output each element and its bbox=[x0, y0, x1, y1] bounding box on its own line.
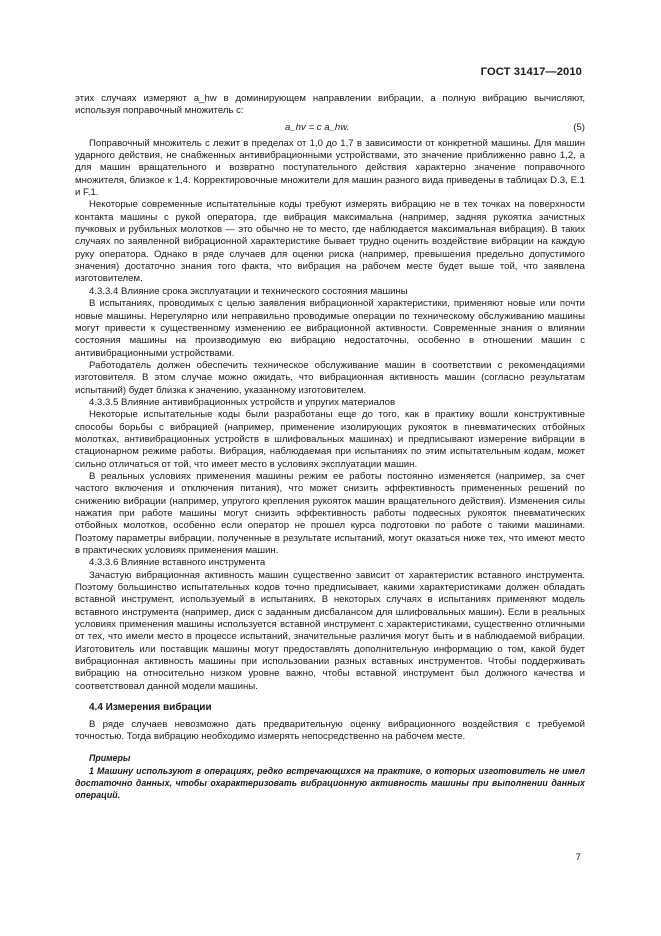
heading-4-4: 4.4 Измерения вибрации bbox=[89, 702, 212, 714]
heading-4-3-3-5: 4.3.3.5 Влияние антивибрационных устройств и упругих материалов bbox=[89, 396, 396, 408]
example-1: 1 Машину используют в операциях, редко встречающихся на практике, о которых изготовитель не имел достаточно данных, чтобы охарактеризовать вибрационную активность машины при выполнении данных операций. bbox=[75, 765, 585, 801]
standard-number: ГОСТ 31417—2010 bbox=[480, 66, 582, 78]
examples-heading: Примеры bbox=[89, 753, 131, 764]
paragraph-test-codes: Некоторые современные испытательные коды требуют измерять вибрацию не в тех точках на поверхности контакта машины с рукой оператора, где вибрация максимальна (например, задняя рукоятка зачистных пучковых и рубильных молотков — это обычно не то место, где наблюдается максимальная вибрация). В таких случаях по заявленной вибрационной характеристике бывает трудно оценить воздействие вибрации на каждую руку оператора. Однако в ряде случаев для оценки риска (например, превышения предельно допустимого значения) достаточно знания того факта, что вибрация на рабочем месте будет выше той, что заявлена изготовителем. bbox=[75, 199, 585, 285]
paragraph-inserted-tool: Зачастую вибрационная активность машин существенно зависит от характеристик вставного инструмента. Поэтому большинство испытательных кодов точно предписывает, какими характеристиками должен обладать вставной инструмент, используемый в испытаниях. В некоторых случаях в испытаниях применяют модель вставного инструмента (например, диск с заданным дисбалансом для шлифовальных машин). Если в реальных условиях применения машины используется вставной инструмент с характеристиками, существенно отличными от тех, что имели место в процессе испытаний, значительные различия могут быть и в наблюдаемой вибрации. Изготовитель или поставщик машины могут предоставлять дополнительную информацию о том, какой будет вибрационная активность машины при использовании разных вставных инструментов. Чтобы поддерживать вибрацию на относительно низком уровне важно, чтобы вставной инструмент был должного качества и соответствовал данной модели машины. bbox=[75, 569, 585, 692]
paragraph-new-machines: В испытаниях, проводимых с целью заявления вибрационной характеристики, применяют новые или почти новые машины. Нерегулярно или неправильно проводимые операции по техническому обслуживанию машины могут привести к существенному изменению ее вибрационной активности. Современные знания о влиянии состояния машины на производимую ею вибрацию недостаточны, особенно в отношении машин с антивибрационными устройствами. bbox=[75, 298, 585, 359]
paragraph-antivibration: Некоторые испытательные коды были разработаны еще до того, как в практику вошли конструктивные способы борьбы с вибрацией (например, применение изолирующих рукояток в пневматических отбойных молотках, антивибрационных устройств в шлифовальных машинах) и предписывают измерение вибрации в стационарном режиме работы. Вибрация, наблюдаемая при испытаниях по этим испытательным кодам, может сильно отличаться от той, что имеет место в условиях эксплуатации машин. bbox=[75, 409, 585, 470]
document-body bbox=[75, 93, 585, 801]
paragraph-maintenance: Работодатель должен обеспечить техническое обслуживание машин в соответствии с рекомендациями изготовителя. В этом случае можно ожидать, что вибрационная активность машин (согласно результатам испытаний) будет близка к значению, указанному изготовителем. bbox=[75, 359, 585, 396]
formula-number: (5) bbox=[573, 121, 585, 133]
paragraph-intro: этих случаях измеряют a_hw в доминирующем направлении вибрации, а полную вибрацию вычисляют, используя поправочный множитель c: bbox=[75, 93, 585, 117]
page-number: 7 bbox=[575, 852, 581, 863]
formula-expression: a_hv = c a_hw. bbox=[285, 121, 350, 133]
paragraph-measurement: В ряде случаев невозможно дать предварительную оценку вибрационного воздействия с требуемой точностью. Тогда вибрацию необходимо измерять непосредственно на рабочем месте. bbox=[75, 718, 585, 742]
heading-4-3-3-4: 4.3.3.4 Влияние срока эксплуатации и технического состояния машины bbox=[89, 285, 408, 297]
formula-5 bbox=[75, 119, 585, 136]
paragraph-correction-factor: Поправочный множитель c лежит в пределах от 1,0 до 1,7 в зависимости от конкретной машины. Для машин ударного действия, не снабженных антивибрационными устройствами, это значение приближенно равно 1,2, а для машин вращательного и возвратно поступательного действия характерно значение поправочного множителя, близкое к 1,4. Корректировочные множители для машин разного вида приведены в таблицах D.3, Е.1 и F.1. bbox=[75, 137, 585, 199]
paragraph-real-conditions: В реальных условиях применения машины режим ее работы постоянно изменяется (например, за счет частого включения и отключения питания), что может снизить эффективность примененных решений по снижению вибрации (например, упругого крепления рукояток машин вращательного действия). Изменения силы нажатия при работе машины могут снизить эффективность работы подвесных рукояток пневматических отбойных молотков, особенно если оператор не прошел курса подготовки по работе с такими машинами. Поэтому параметры вибрации, полученные в результате испытаний, могут оказаться ниже тех, что имеют место в практических условиях применения машин. bbox=[75, 470, 585, 557]
heading-4-3-3-6: 4.3.3.6 Влияние вставного инструмента bbox=[89, 557, 266, 569]
